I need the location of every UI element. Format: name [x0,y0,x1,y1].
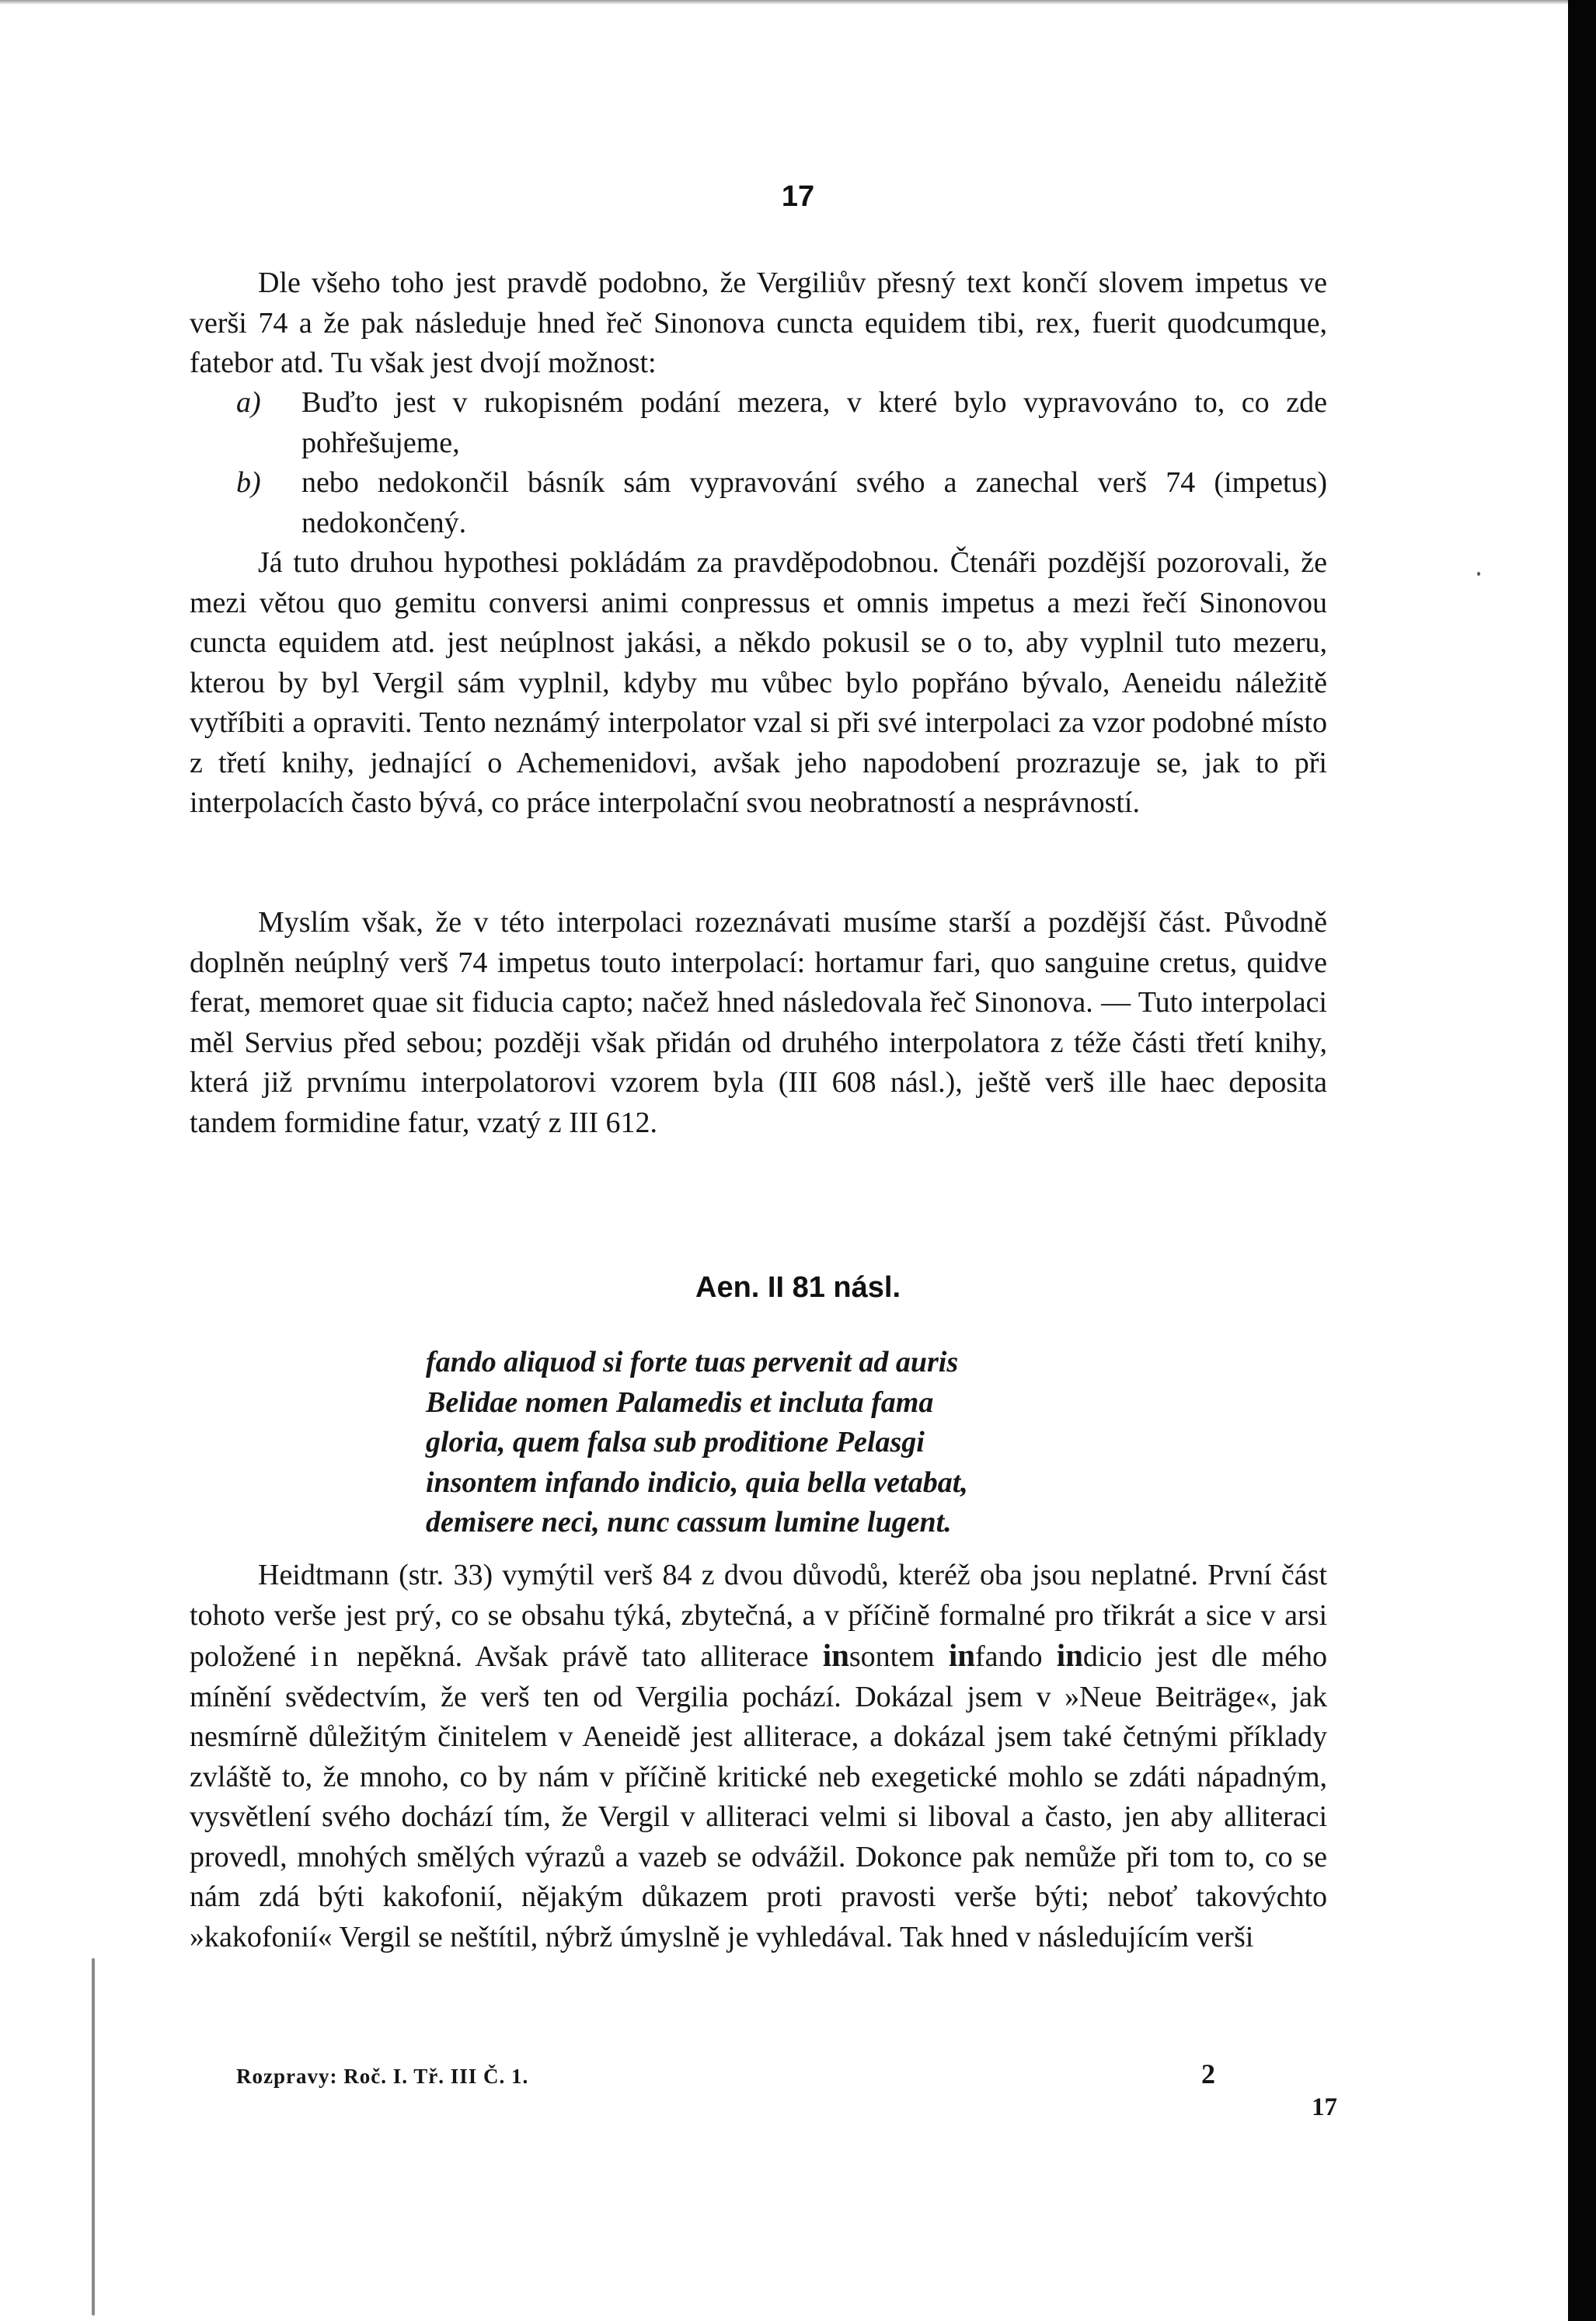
spaced-word: in [310,1640,343,1673]
verse-line: demisere neci, nunc cassum lumine lugent. [426,1506,952,1539]
list-text: nebo nedokončil básník sám vypravování svého a zanechal verš 74 (impetus) nedokončený. [301,466,1327,539]
paragraph-interpolation: Myslím však, že v této interpolaci rozeznávati musíme starší a pozdější část. Původně doplněn neúplný verš 74 impetus touto interpolací: hortamur fari, quo sanguine cretus, quidve ferat, memoret quae sit fiducia capto; načež hned následovala řeč Sinonova. — Tuto interpolaci měl Servius před sebou; později však přidán od druhého interpolatora z téže části třetí knihy, která již prvnímu interpolatorovi vzorem byla (III 608 násl.), ještě verš ille haec deposita tandem formidine fatur, vzatý z III 612. [190,906,1327,1139]
list-item-b [236,463,1327,543]
text-run: fando [975,1640,1057,1673]
list-text: Buďto jest v rukopisném podání mezera, v které bylo vypravováno to, co zde pohřešujeme, [301,386,1327,459]
scan-right-border [1568,0,1596,2321]
footer-signature-mark: 2 [1201,2058,1215,2089]
paragraph-intro: Dle všeho toho jest pravdě podobno, že Vergiliův přesný text končí slovem impetus ve verši 74 a že pak následuje hned řeč Sinonova cuncta equidem tibi, rex, fuerit quodcumque, fatebor atd. Tu však jest dvojí možnost: [190,267,1327,379]
list-item-a [236,383,1327,463]
page-number: 17 [781,180,815,213]
footer-scan-number: 17 [1312,2093,1337,2121]
alliteration-prefix: in [822,1637,849,1673]
text-run: nepěkná. Avšak právě tato alliterace [342,1640,823,1673]
verse-line: insontem infando indicio, quia bella vetabat, [426,1465,968,1499]
list-marker: b) [236,466,261,499]
alliteration-prefix: in [1056,1637,1083,1673]
verse-block [426,1343,968,1543]
footer-imprint: Rozpravy: Roč. I. Tř. III Č. 1. [236,2065,529,2088]
text-run: jest dle mého mínění svědectvím, že verš ten od Vergilia pochází. Dokázal jsem v »Neue Beiträge«, jak nesmírně důležitým činitelem v Aeneidě jest alliterace, a dokázal jsem také četnými příklady zvláště to, že mnoho, co by nám v příčině kritické neb exegetické mohlo se zdáti nápadným, vysvětlení svého dochází tím, že Vergil v alliteraci velmi si liboval a často, jen aby alliteraci provedl, mnohých smělých výrazů a vazeb se odvážil. Dokonce pak nemůže při tom to, co se nám zdá býti kakofonií, nějakým důkazem proti pravosti verše býti; neboť takovýchto »kakofonií« Vergil se neštítil, nýbrž úmyslně je vyhledával. Tak hned v následujícím verši [190,1640,1327,1953]
section-heading: Aen. II 81 násl. [695,1271,901,1304]
verse-line: gloria, quem falsa sub proditione Pelasgi [426,1426,925,1458]
text-run: Heidtmann (str. 33) vymýtil verš 84 z dvou důvodů, kteréž oba jsou neplatné. První část tohoto verše jest prý, co se obsahu týká, zbytečná, a v příčině formalné pro třikrát a sice v arsi položené [190,1559,1327,1673]
verse-line: fando aliquod si forte tuas pervenit ad auris [426,1346,959,1378]
paragraph-hypothesis: Já tuto druhou hypothesi pokládám za pravděpodobnou. Čtenáři pozdější pozorovali, že mezi větou quo gemitu conversi animi conpressus et omnis impetus a mezi řečí Sinonovou cuncta equidem atd. jest neúplnost jakási, a někdo pokusil se o to, aby vyplnil tuto mezeru, kterou by byl Vergil sám vyplnil, kdyby mu vůbec bylo popřáno bývalo, Aeneidu náležitě vytříbiti a opraviti. Tento neznámý interpolator vzal si při své interpolaci za vzor podobné místo z třetí knihy, jednající o Achemenidovi, avšak jeho napodobení prozrazuje se, jak to při interpolacích často bývá, co práce interpolační svou neobratností a nesprávností. [190,546,1327,819]
text-run: sontem [849,1640,949,1673]
list-marker: a) [236,386,261,419]
alliteration-prefix: in [948,1637,976,1673]
scan-margin-line [92,1958,95,2316]
scan-top-edge [0,0,1568,5]
scan-speck [1477,572,1480,576]
paragraph-heidtmann [190,1556,1327,1957]
text-run: dicio [1082,1640,1142,1673]
verse-line: Belidae nomen Palamedis et incluta fama [426,1385,934,1419]
